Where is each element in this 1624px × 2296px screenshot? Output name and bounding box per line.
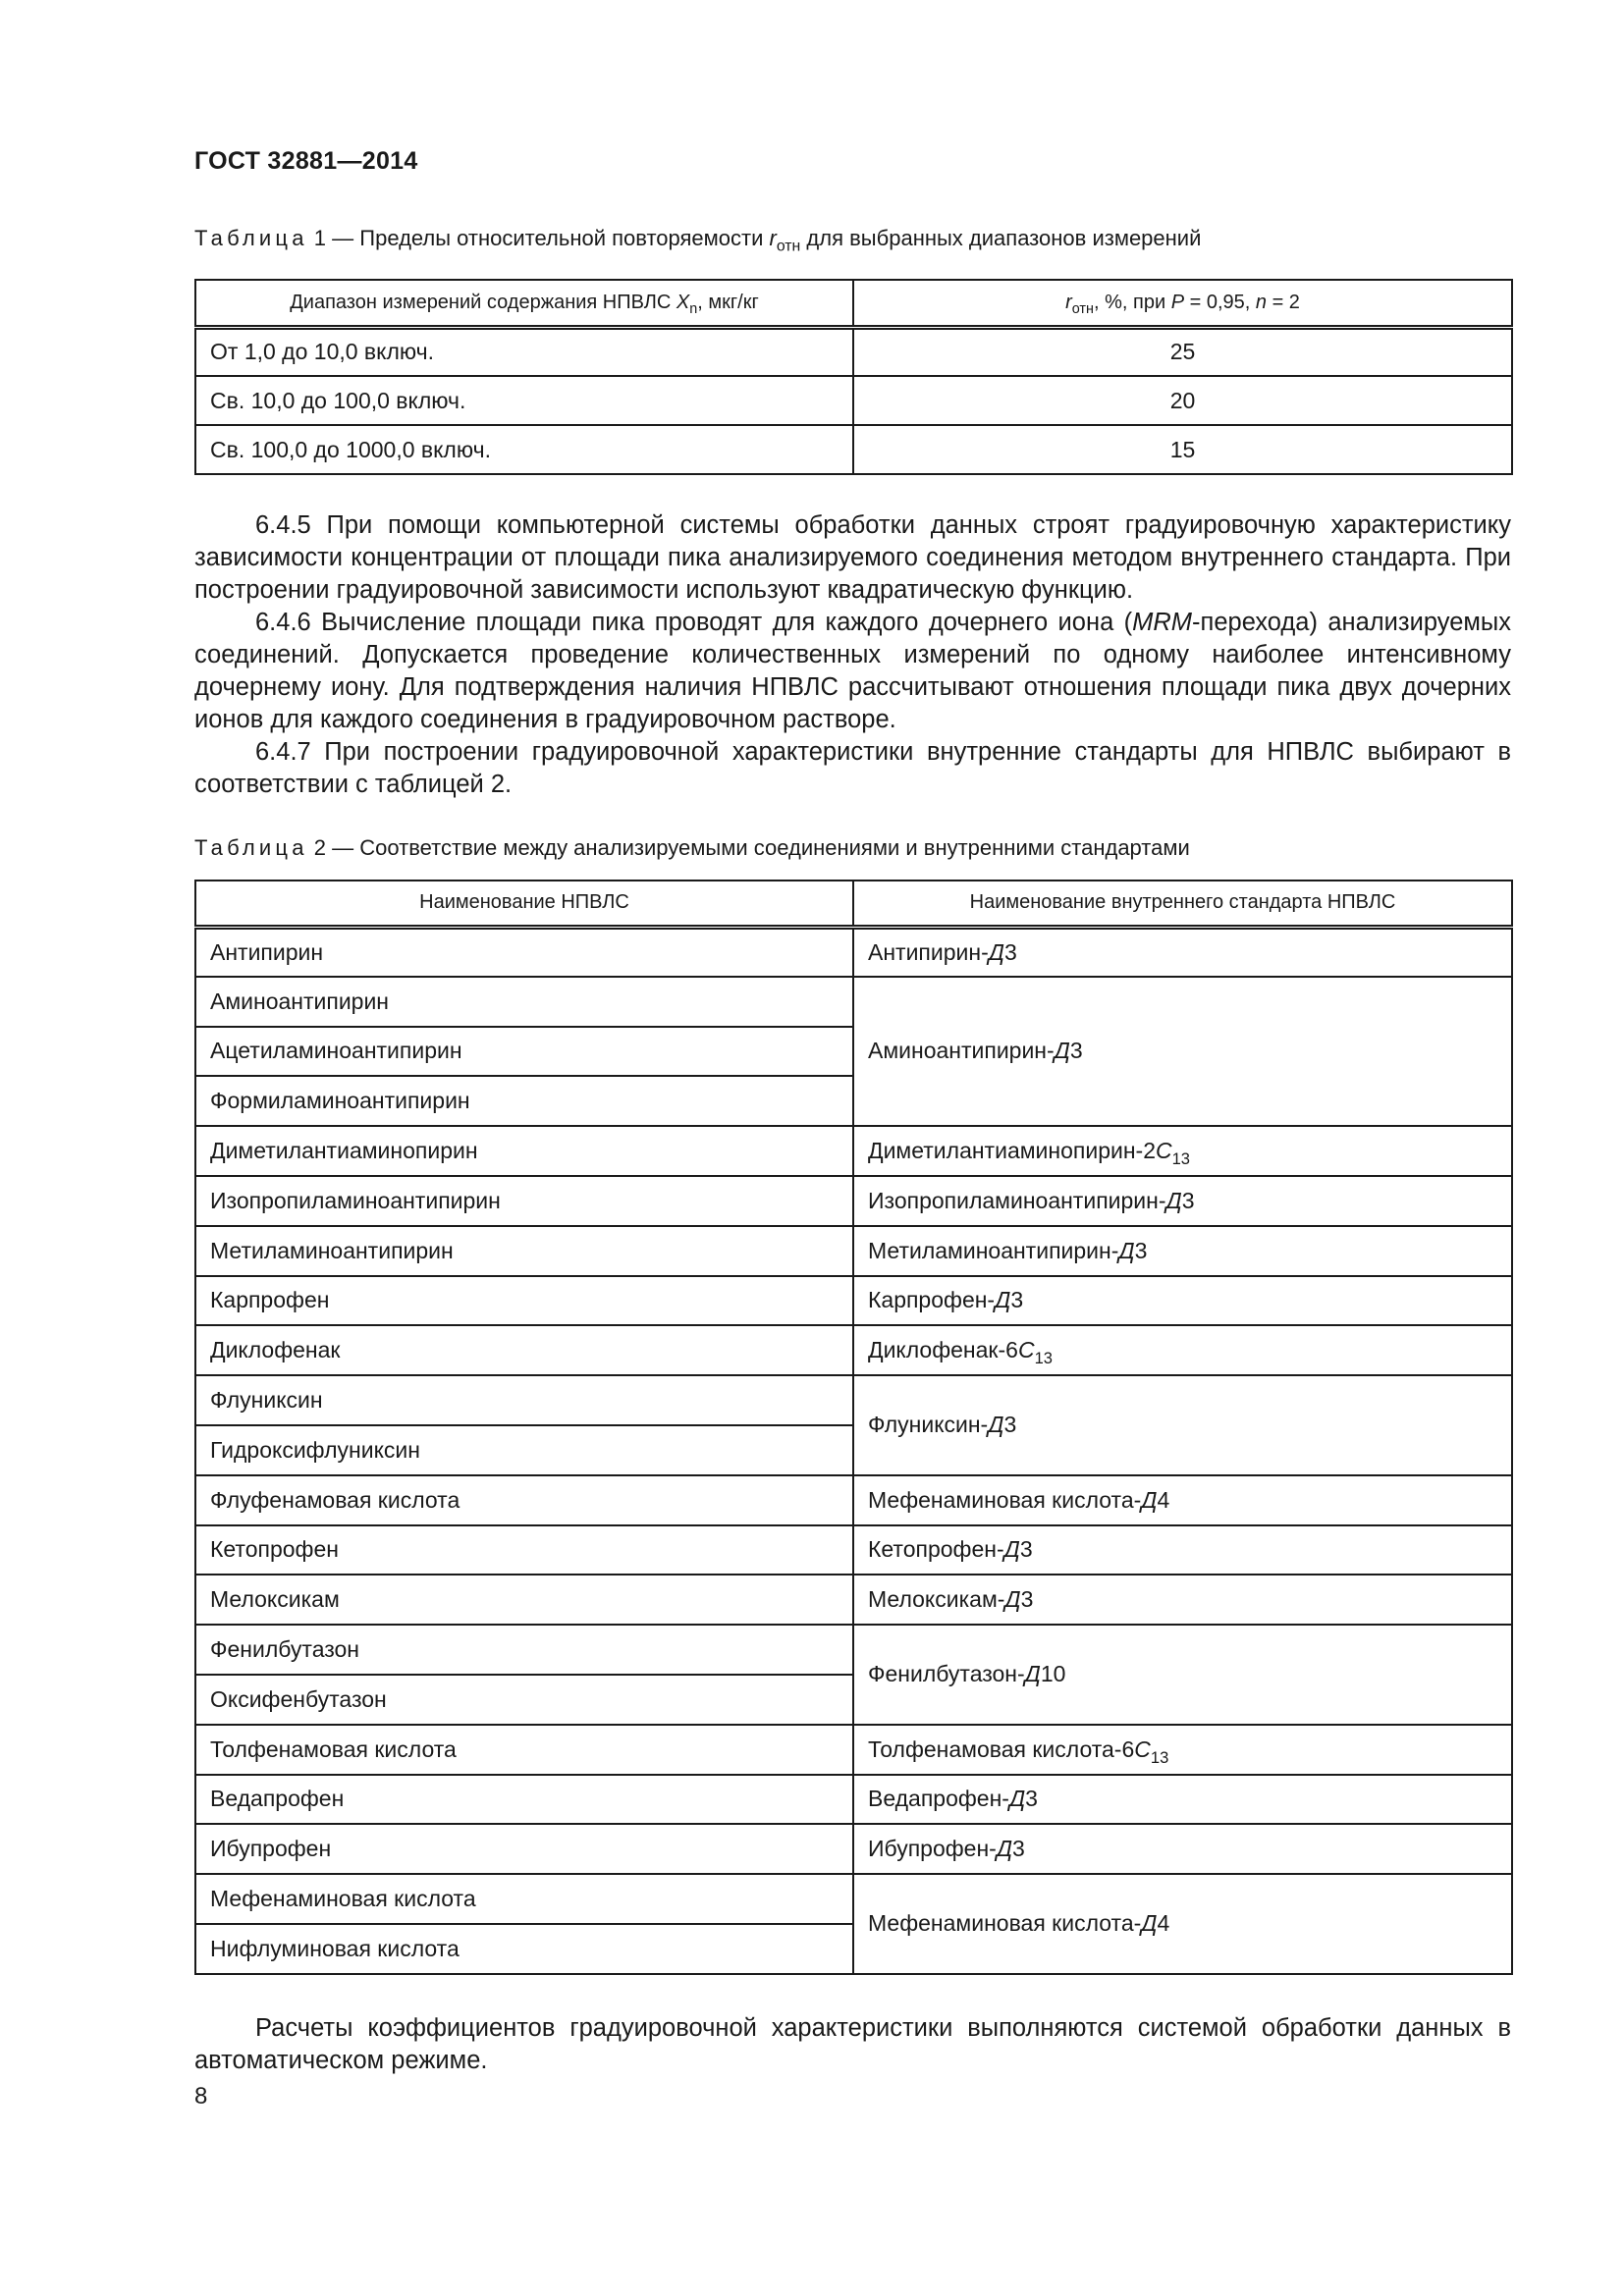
- table2-caption-text: Соответствие между анализируемыми соединениями и внутренними стандартами: [359, 835, 1190, 860]
- table-row: [195, 1325, 1512, 1375]
- compound-name-cell: Формиламиноантипирин: [195, 1076, 853, 1126]
- table1-caption-text-after: для выбранных диапазонов измерений: [806, 226, 1202, 250]
- internal-standard-cell: Мефенаминовая кислота-Д4: [853, 1475, 1512, 1525]
- paragraph-6-4-6: 6.4.6 Вычисление площади пика проводят для каждого дочернего иона (MRM-перехода) анализируемых соединений. Допускается проведение количественных измерений по одному наиболее интенсивному дочернему иону. Для подтверждения наличия НПВЛС рассчитывают отношения площади пика двух дочерних ионов для каждого соединения в градуировочном растворе.: [194, 609, 1511, 733]
- compound-name-cell: Диклофенак: [195, 1325, 853, 1375]
- compound-name-cell: Оксифенбутазон: [195, 1675, 853, 1725]
- compound-name-cell: Гидроксифлуниксин: [195, 1425, 853, 1475]
- table1-col1-header: Диапазон измерений содержания НПВЛС $X_n$, мкг/кг: [195, 280, 853, 327]
- paragraph-6-4-5: 6.4.5 При помощи компьютерной системы обработки данных строят градуировочную характеристику зависимости концентрации от площади пика анализируемого соединения методом внутреннего стандарта. При построении градуировочной зависимости используют квадратическую функцию.: [194, 511, 1511, 604]
- compound-name-cell: Изопропиламиноантипирин: [195, 1176, 853, 1226]
- table2-caption-label: Таблица: [194, 835, 308, 860]
- closing-text: [194, 2012, 1511, 2077]
- compound-name-cell: Ацетиламиноантипирин: [195, 1027, 853, 1077]
- document-code: ГОСТ 32881—2014: [194, 147, 418, 175]
- table-row: [195, 1475, 1512, 1525]
- table-row: [195, 327, 1512, 376]
- internal-standard-cell: Изопропиламиноантипирин-Д3: [853, 1176, 1512, 1226]
- compound-name-cell: Флуниксин: [195, 1375, 853, 1425]
- internal-standard-cell: Аминоантипирин-Д3: [853, 977, 1512, 1126]
- compound-name-cell: Ведапрофен: [195, 1775, 853, 1825]
- compound-name-cell: Фенилбутазон: [195, 1625, 853, 1675]
- internal-standard-cell: Мелоксикам-Д3: [853, 1575, 1512, 1625]
- table-row: [195, 1176, 1512, 1226]
- internal-standard-cell: Фенилбутазон-Д10: [853, 1625, 1512, 1725]
- table1-caption-number: 1 —: [313, 226, 354, 250]
- range-cell: Св. 10,0 до 100,0 включ.: [195, 376, 853, 425]
- table-row: [195, 927, 1512, 977]
- internal-standard-cell: Метиламиноантипирин-Д3: [853, 1226, 1512, 1276]
- internal-standard-cell: Ибупрофен-Д3: [853, 1824, 1512, 1874]
- compound-name-cell: Карпрофен: [195, 1276, 853, 1326]
- table2-body: [195, 927, 1512, 1974]
- table1-caption-symbol-sub: отн: [776, 238, 801, 255]
- value-cell: 25: [853, 327, 1512, 376]
- compound-name-cell: Нифлуминовая кислота: [195, 1924, 853, 1974]
- table-row: [195, 1276, 1512, 1326]
- internal-standard-cell: Антипирин-Д3: [853, 927, 1512, 977]
- table1-caption-label: Таблица: [194, 226, 308, 250]
- internal-standard-cell: Кетопрофен-Д3: [853, 1525, 1512, 1575]
- table1-caption-text-before: Пределы относительной повторяемости: [359, 226, 764, 250]
- range-cell: Св. 100,0 до 1000,0 включ.: [195, 425, 853, 474]
- table2-header-row: [195, 881, 1512, 927]
- compound-name-cell: Аминоантипирин: [195, 977, 853, 1027]
- compound-name-cell: Метиламиноантипирин: [195, 1226, 853, 1276]
- compound-name-cell: Ибупрофен: [195, 1824, 853, 1874]
- paragraph-closing: Расчеты коэффициентов градуировочной характеристики выполняются системой обработки данных в автоматическом режиме.: [194, 2014, 1511, 2074]
- value-cell: 20: [853, 376, 1512, 425]
- range-cell: От 1,0 до 10,0 включ.: [195, 327, 853, 376]
- table1-header-row: [195, 280, 1512, 327]
- compound-name-cell: Антипирин: [195, 927, 853, 977]
- table-row: [195, 1625, 1512, 1675]
- section-text: [194, 509, 1511, 801]
- table-row: [195, 1126, 1512, 1176]
- paragraph-6-4-7: 6.4.7 При построении градуировочной характеристики внутренние стандарты для НПВЛС выбирают в соответствии с таблицей 2.: [194, 738, 1511, 798]
- value-cell: 15: [853, 425, 1512, 474]
- table-row: [195, 1874, 1512, 1924]
- compound-name-cell: Диметилантиаминопирин: [195, 1126, 853, 1176]
- internal-standard-cell: Толфенамовая кислота-$6С_{13}$: [853, 1725, 1512, 1775]
- table-row: [195, 376, 1512, 425]
- table-row: [195, 1775, 1512, 1825]
- internal-standard-cell: Флуниксин-Д3: [853, 1375, 1512, 1475]
- table1-caption-symbol: r: [769, 226, 777, 250]
- compound-name-cell: Толфенамовая кислота: [195, 1725, 853, 1775]
- table-row: [195, 1226, 1512, 1276]
- internal-standard-cell: Мефенаминовая кислота-Д4: [853, 1874, 1512, 1974]
- compound-name-cell: Кетопрофен: [195, 1525, 853, 1575]
- table-row: [195, 1725, 1512, 1775]
- internal-standard-cell: Диклофенак-$6С_{13}$: [853, 1325, 1512, 1375]
- table1-caption: [194, 226, 1202, 255]
- table-row: [195, 1575, 1512, 1625]
- compound-name-cell: Флуфенамовая кислота: [195, 1475, 853, 1525]
- internal-standard-cell: Ведапрофен-Д3: [853, 1775, 1512, 1825]
- table1-col2-header: $r_{отн}$, %, при P = 0,95, n = 2: [853, 280, 1512, 327]
- compound-name-cell: Мелоксикам: [195, 1575, 853, 1625]
- repeatability-table: [194, 279, 1513, 475]
- table-row: [195, 1375, 1512, 1425]
- table2-col1-header: Наименование НПВЛС: [195, 881, 853, 927]
- table2-caption: [194, 835, 1190, 861]
- table2-caption-number: 2 —: [313, 835, 354, 860]
- table-row: [195, 977, 1512, 1027]
- table-row: [195, 425, 1512, 474]
- internal-standard-cell: Диметилантиаминопирин-$2С_{13}$: [853, 1126, 1512, 1176]
- internal-standard-cell: Карпрофен-Д3: [853, 1276, 1512, 1326]
- table-row: [195, 1525, 1512, 1575]
- table2-col2-header: Наименование внутреннего стандарта НПВЛС: [853, 881, 1512, 927]
- table-row: [195, 1824, 1512, 1874]
- page-number: 8: [194, 2083, 208, 2109]
- standards-table: [194, 880, 1513, 1975]
- compound-name-cell: Мефенаминовая кислота: [195, 1874, 853, 1924]
